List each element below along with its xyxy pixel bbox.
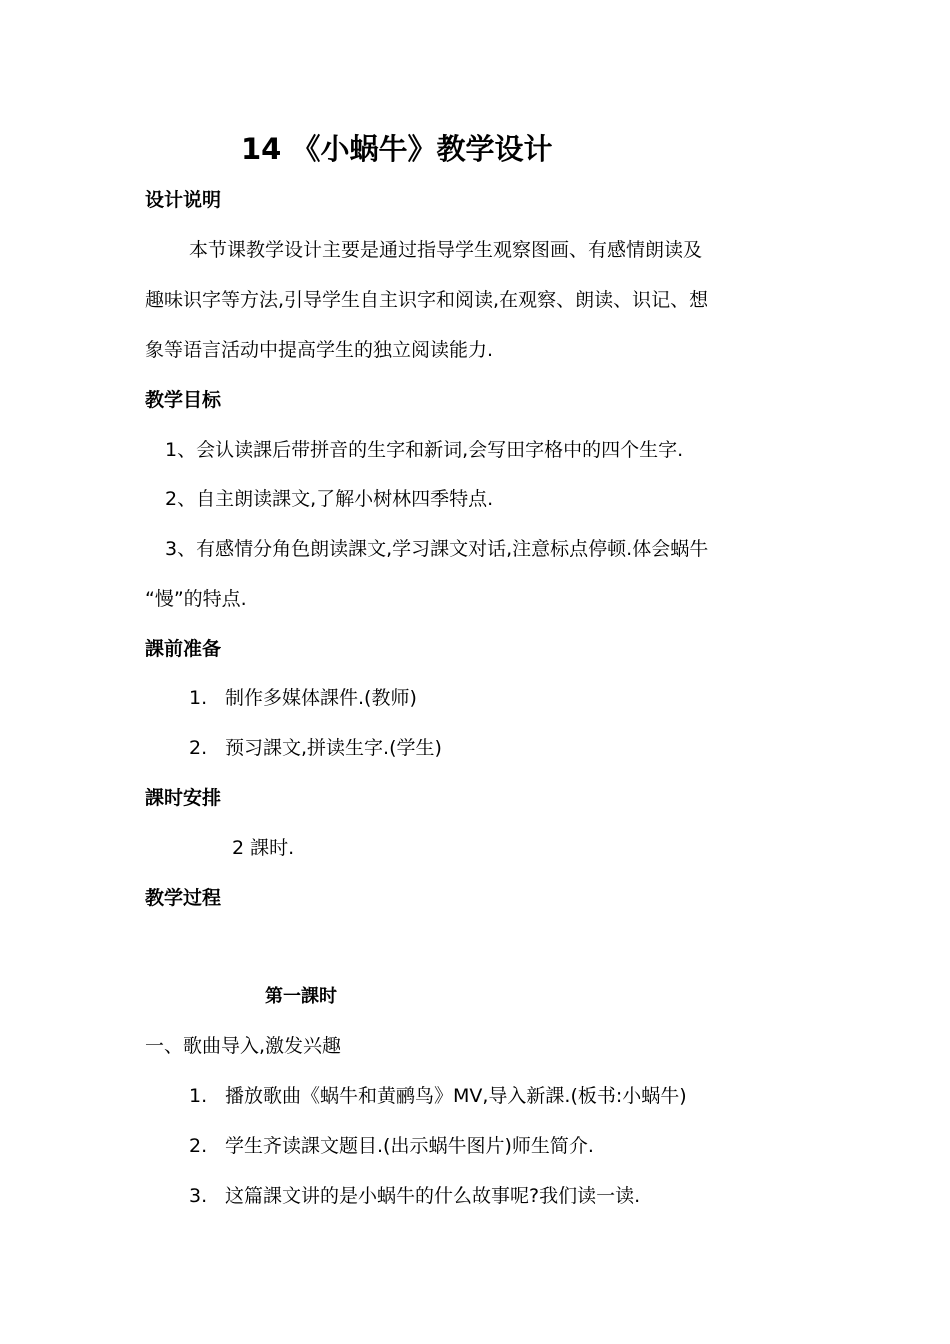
section-heading-schedule: 課时安排 (145, 787, 222, 809)
objective-continuation: “慢”的特点. (145, 588, 247, 610)
page-title: 14 《小蜗牛》教学设计 (241, 132, 553, 166)
list-item (189, 1184, 640, 1208)
schedule-text: 2 課时. (232, 837, 295, 859)
list-item-number: 2. (189, 737, 208, 759)
part-title: 一、歌曲导入,激发兴趣 (145, 1035, 342, 1057)
list-item-text: 这篇課文讲的是小蜗牛的什么故事呢?我们读一读. (225, 1185, 641, 1207)
list-item (189, 736, 442, 760)
list-item (189, 686, 417, 710)
section-heading-preparation: 課前准备 (145, 638, 222, 660)
section-heading-process: 教学过程 (145, 887, 222, 909)
list-item-number: 1. (189, 1085, 208, 1107)
section-heading-objectives: 教学目标 (145, 389, 222, 411)
objective-item: 2、自主朗读課文,了解小树林四季特点. (165, 488, 494, 510)
list-item (189, 1084, 687, 1108)
objective-item: 1、会认读課后带拼音的生字和新词,会写田字格中的四个生字. (165, 439, 684, 461)
list-item-text: 制作多媒体課件.(教师) (225, 687, 417, 709)
list-item-text: 预习課文,拼读生字.(学生) (225, 737, 442, 759)
lesson-title: 第一課时 (265, 986, 337, 1007)
paragraph-line: 本节课教学设计主要是通过指导学生观察图画、有感情朗读及 (189, 239, 703, 261)
section-heading-design-note: 设计说明 (145, 189, 222, 211)
objective-item: 3、有感情分角色朗读課文,学习課文对话,注意标点停顿.体会蜗牛 (165, 538, 709, 560)
paragraph-line: 趣味识字等方法,引导学生自主识字和阅读,在观察、朗读、识记、想 (145, 289, 709, 311)
list-item (189, 1134, 594, 1158)
list-item-text: 播放歌曲《蜗牛和黄鹂鸟》MV,导入新課.(板书:小蜗牛) (225, 1085, 687, 1107)
list-item-text: 学生齐读課文题目.(出示蜗牛图片)师生简介. (225, 1135, 594, 1157)
list-item-number: 2. (189, 1135, 208, 1157)
list-item-number: 1. (189, 687, 208, 709)
paragraph-line: 象等语言活动中提高学生的独立阅读能力. (145, 339, 494, 361)
list-item-number: 3. (189, 1185, 208, 1207)
